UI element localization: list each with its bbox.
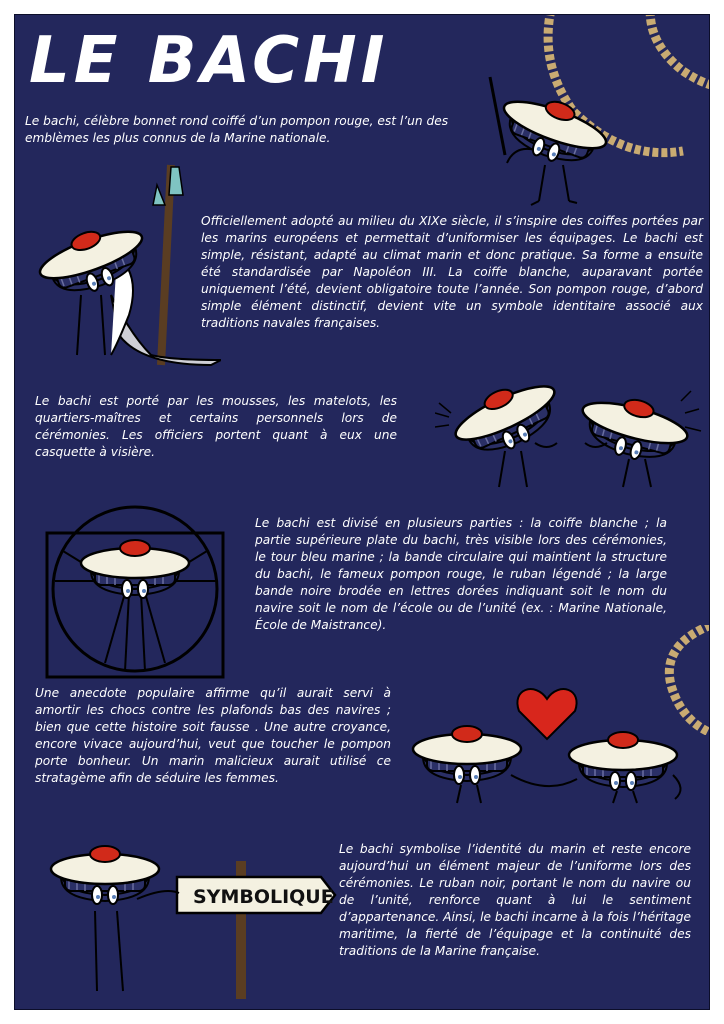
bachi-with-pointer-drawing: [465, 75, 615, 215]
parts-paragraph: Le bachi est divisé en plusieurs parties : la coiffe blanche ; la partie supérieure plate du bachi, très visible lors des cérémonies, le tour bleu marine ; la bande circulaire qui maintient la structure du bachi, le fameux pompon rouge, le ruban légendé ; la large bande noire brodée en lettres dorées indiquant soit le nom du navire soit le nom de l’école ou de l’unité (ex. : Marine Nationale, École de Maistrance).: [255, 516, 667, 632]
bachi-signpost-drawing: [45, 819, 345, 1009]
bachi-couple-heart-drawing: [407, 679, 697, 809]
symbol-paragraph: Le bachi symbolise l’identité du marin et reste encore aujourd’hui un élément majeur de l’uniforme lors des cérémonies. Le ruban noir, portant le nom du navire ou de l’unité, renforce quant à lui le sentiment d’appartenance. Ainsi, le bachi incarne à la fois l’héritage maritime, la fierté de l’équipage et la continuité des traditions de la Marine française.: [339, 842, 691, 958]
sign-label: SYMBOLIQUE: [193, 886, 334, 908]
bachi-wizard-drawing: [21, 155, 221, 370]
history-paragraph: Officiellement adopté au milieu du XIXe siècle, il s’inspire des coiffes portées par les marins européens et permettait d’uniformiser les équipages. Le bachi est simple, résistant, adapté au climat marin et donc pratique. Sa forme a ensuite été standardisée par Napoléon III. La coiffe blanche, auparavant portée uniquement l’été, devient obligatoire toute l’année. Son pompon rouge, d’abord simple élément distinctif, devient vite un symbole identitaire associé aux traditions navales françaises.: [201, 214, 703, 330]
anecdote-paragraph: Une anecdote populaire affirme qu’il aurait servi à amortir les chocs contre les plafonds bas des navires ; bien que cette histoire soit fausse . Une autre croyance, encore vivace aujourd’hui, veut que toucher le pompon porte bonheur. Un marin malicieux aurait utilisé ce stratagème afin de séduire les femmes.: [35, 686, 391, 785]
poster-panel: [14, 14, 710, 1010]
page-title: LE BACHI: [29, 24, 389, 98]
intro-paragraph: Le bachi, célèbre bonnet rond coiffé d’un pompon rouge, est l’un des emblèmes les plus connus de la Marine nationale.: [25, 114, 449, 145]
vitruvian-bachi-drawing: [45, 503, 225, 679]
bachi-officers-argument-drawing: [435, 363, 705, 493]
wearers-paragraph: Le bachi est porté par les mousses, les matelots, les quartiers-maîtres et certains personnels lors de cérémonies. Les officiers portent quant à eux une casquette à visière.: [35, 394, 397, 459]
